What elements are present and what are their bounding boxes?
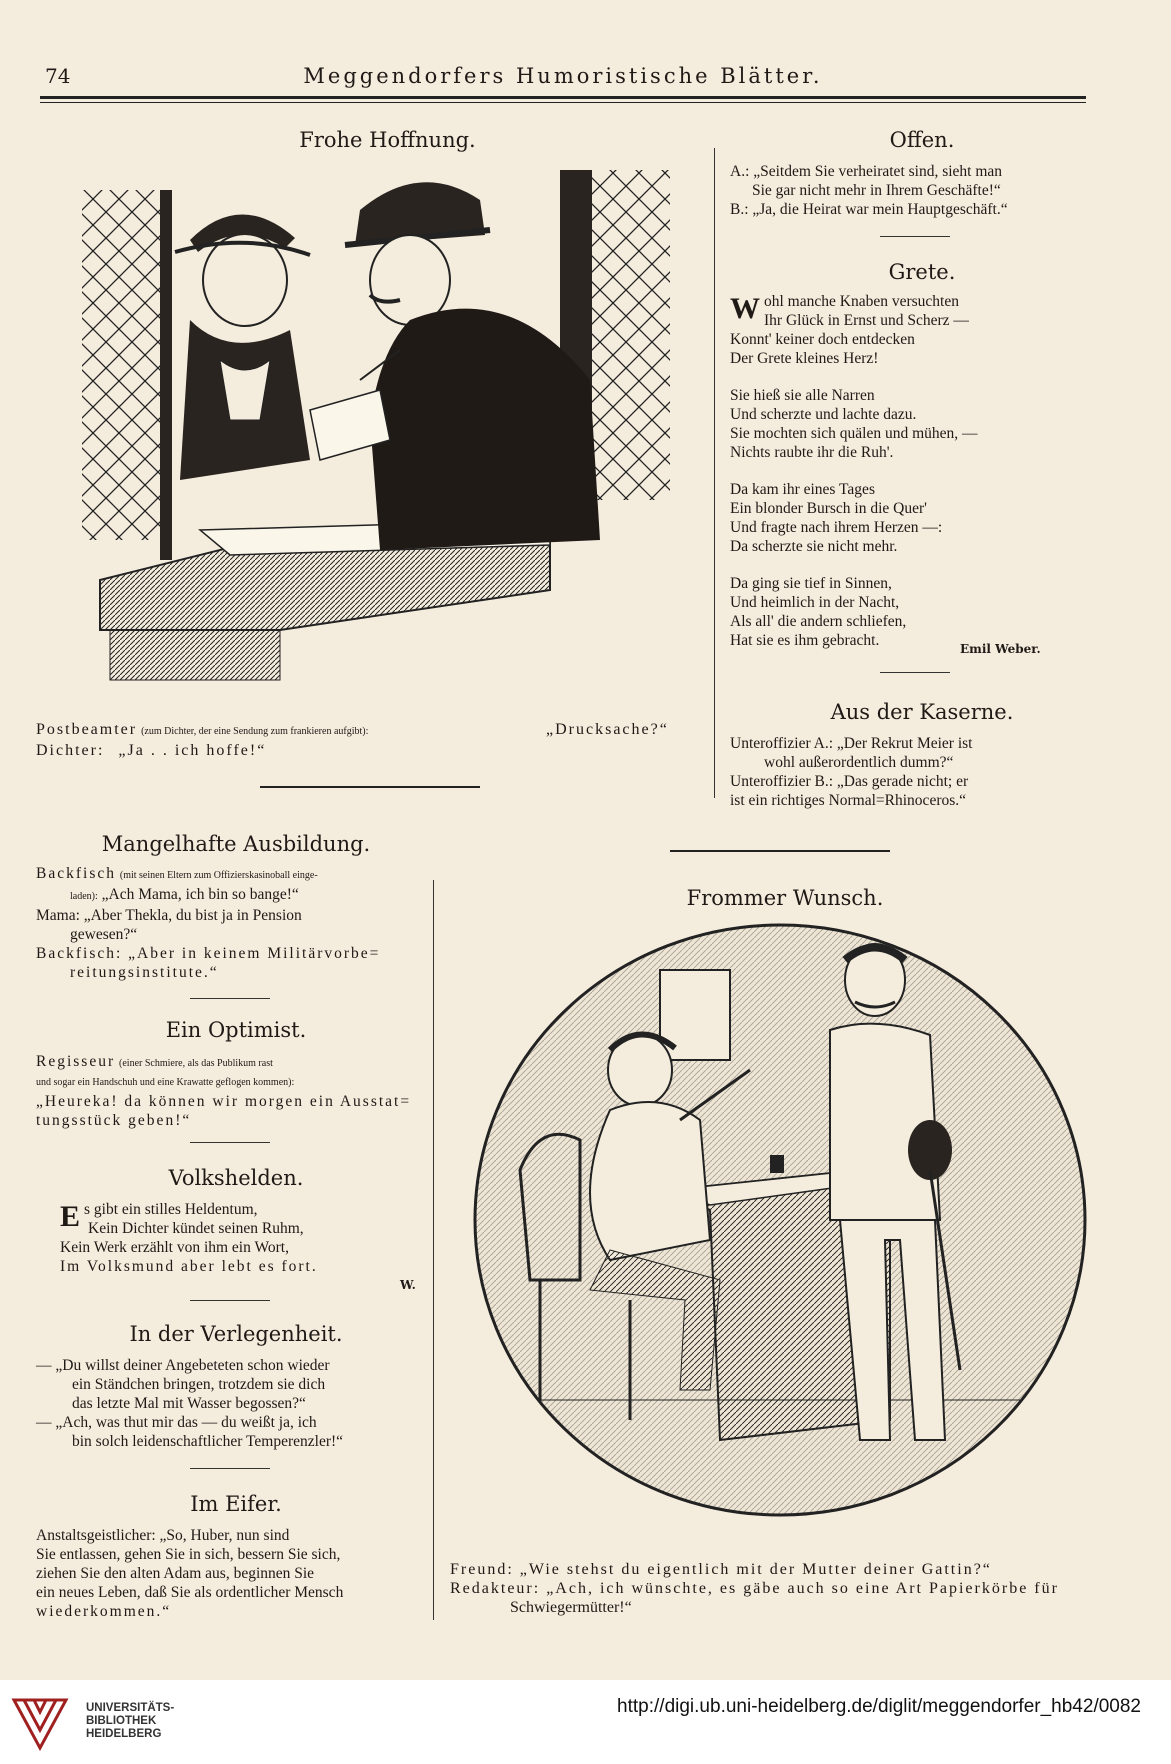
dialog-line: ziehen Sie den alten Adam aus, beginnen Sie xyxy=(36,1565,315,1582)
dialog-line: Anstaltsgeistlicher: „So, Huber, nun sind xyxy=(36,1527,290,1544)
dialog-line: Freund: „Wie stehst du eigentlich mit der Mutter deiner Gattin?“ xyxy=(450,1561,992,1578)
editor-office-illustration xyxy=(460,920,1110,1540)
poem-line: Sie mochten sich quälen und mühen, — xyxy=(730,425,978,442)
ornament-divider xyxy=(670,846,890,856)
stage-note: laden): xyxy=(70,891,98,902)
speaker: Backfisch xyxy=(36,865,116,882)
source-url-link[interactable]: http://digi.ub.uni-heidelberg.de/diglit/meggendorfer_hb42/0082 xyxy=(617,1696,1141,1717)
footer-bar xyxy=(0,1680,1171,1764)
poem-line: s gibt ein stilles Heldentum, xyxy=(84,1201,258,1218)
offen-text xyxy=(730,162,1090,219)
verlegenheit-text xyxy=(36,1356,431,1451)
dialog-line: Schwiegermütter!“ xyxy=(510,1599,632,1616)
dialog-line: ein Ständchen bringen, trotzdem sie dich xyxy=(72,1376,326,1393)
volkshelden-title: Volkshelden. xyxy=(168,1166,304,1190)
page-header xyxy=(40,64,1086,100)
dialog-line: das letzte Mal mit Wasser begossen?“ xyxy=(72,1395,306,1412)
poem-line: ohl manche Knaben versuchten xyxy=(764,293,959,310)
university-library-logo[interactable] xyxy=(8,1690,72,1754)
offen-line: Sie gar nicht mehr in Ihrem Geschäfte!“ xyxy=(752,182,1001,199)
library-name xyxy=(86,1702,174,1741)
grete-poem xyxy=(730,292,1090,650)
separator xyxy=(190,1142,270,1143)
library-name-line: UNIVERSITÄTS- xyxy=(86,1702,175,1714)
stage-note: und sogar ein Handschuh und eine Krawatte geflogen kommen): xyxy=(36,1077,295,1088)
dialog-line: Backfisch: „Aber in keinem Militärvorbe= xyxy=(36,945,381,962)
ornament-divider xyxy=(260,782,480,792)
offen-line: A.: „Seitdem Sie verheiratet sind, sieht man xyxy=(730,163,1003,180)
volkshelden-author: W. xyxy=(400,1278,416,1292)
separator xyxy=(880,672,950,673)
kaserne-line: Unteroffizier A.: „Der Rekrut Meier ist xyxy=(730,735,973,752)
separator xyxy=(880,236,950,237)
volkshelden-initial: E xyxy=(60,1200,81,1233)
poem-line: Kein Werk erzählt von ihm ein Wort, xyxy=(60,1239,289,1256)
eifer-title: Im Eifer. xyxy=(190,1492,282,1516)
grete-initial: W xyxy=(730,292,760,325)
frohe-hoffnung-caption xyxy=(36,720,736,760)
eifer-text xyxy=(36,1526,431,1621)
poem-line: Nichts raubte ihr die Ruh'. xyxy=(730,444,894,461)
caption-speaker-postbeamter: Postbeamter xyxy=(36,721,138,738)
dialog-line: Mama: „Aber Thekla, du bist ja in Pension xyxy=(36,907,302,924)
kaserne-line: wohl außerordentlich dumm?“ xyxy=(764,754,954,771)
grete-title: Grete. xyxy=(888,260,956,284)
poem-line: Da kam ihr eines Tages xyxy=(730,481,875,498)
poem-line: Ihr Glück in Ernst und Scherz — xyxy=(764,312,969,329)
kaserne-line: ist ein richtiges Normal=Rhinoceros.“ xyxy=(730,792,967,809)
stage-note: (mit seinen Eltern zum Offizierskasinoball einge- xyxy=(119,870,318,881)
poem-line: Konnt' keiner doch entdecken xyxy=(730,331,915,348)
speaker: Regisseur xyxy=(36,1053,116,1070)
poem-line: Und heimlich in der Nacht, xyxy=(730,594,900,611)
dialog-text: „Ach Mama, ich bin so bange!“ xyxy=(101,886,299,903)
dialog-line: bin solch leidenschaftlicher Temperenzler!“ xyxy=(72,1433,344,1450)
caption-line2-text: „Ja . . ich hoffe!“ xyxy=(118,742,267,759)
dialog-line: — „Du willst deiner Angebeteten schon wieder xyxy=(36,1357,330,1374)
journal-title: Meggendorfers Humoristische Blätter. xyxy=(303,64,823,88)
caption-stage-note: (zum Dichter, der eine Sendung zum frankieren aufgibt): xyxy=(141,726,369,737)
stage-note: (einer Schmiere, als das Publikum rast xyxy=(119,1058,273,1069)
optimist-text xyxy=(36,1052,426,1130)
verlegenheit-title: In der Verlegenheit. xyxy=(129,1322,343,1346)
header-rule-thin xyxy=(40,102,1086,103)
kaserne-line: Unteroffizier B.: „Das gerade nicht; er xyxy=(730,773,969,790)
poem-line: Der Grete kleines Herz! xyxy=(730,350,879,367)
poem-line: Sie hieß sie alle Narren xyxy=(730,387,875,404)
dialog-line: tungsstück geben!“ xyxy=(36,1112,192,1129)
poem-line: Ein blonder Bursch in die Quer' xyxy=(730,500,927,517)
library-name-line: HEIDELBERG xyxy=(86,1728,162,1740)
header-rule xyxy=(40,96,1086,99)
frommer-caption xyxy=(450,1560,1140,1617)
poem-line: Und scherzte und lachte dazu. xyxy=(730,406,917,423)
dialog-line: ein neues Leben, daß Sie als ordentlicher Mensch xyxy=(36,1584,344,1601)
poem-line: Hat sie es ihm gebracht. xyxy=(730,632,880,649)
poem-line: Im Volksmund aber lebt es fort. xyxy=(60,1258,318,1275)
offen-line: B.: „Ja, die Heirat war mein Hauptgeschäft.“ xyxy=(730,201,1008,218)
offen-title: Offen. xyxy=(889,128,955,152)
page-number: 74 xyxy=(45,64,71,88)
kaserne-title: Aus der Kaserne. xyxy=(830,700,1014,724)
separator xyxy=(190,1300,270,1301)
dialog-line: gewesen?“ xyxy=(70,926,138,943)
separator xyxy=(190,1468,270,1469)
caption-speaker-dichter: Dichter: xyxy=(36,742,105,759)
volkshelden-poem xyxy=(60,1200,410,1276)
post-office-illustration xyxy=(80,160,680,700)
poem-line: Da ging sie tief in Sinnen, xyxy=(730,575,892,592)
poem-line: Und fragte nach ihrem Herzen —: xyxy=(730,519,943,536)
library-name-line: BIBLIOTHEK xyxy=(86,1715,157,1727)
dialog-line: wiederkommen.“ xyxy=(36,1603,172,1620)
mangelhafte-text xyxy=(36,864,426,982)
poem-line: Kein Dichter kündet seinen Ruhm, xyxy=(88,1220,304,1237)
poem-line: Da scherzte sie nicht mehr. xyxy=(730,538,898,555)
caption-line1-text: „Drucksache?“ xyxy=(546,721,669,738)
dialog-line: Redakteur: „Ach, ich wünschte, es gäbe auch so eine Art Papierkörbe für xyxy=(450,1580,1059,1597)
separator xyxy=(190,998,270,999)
column-rule-right xyxy=(714,148,715,798)
dialog-line: „Heureka! da können wir morgen ein Ausstat= xyxy=(36,1093,412,1110)
kaserne-text xyxy=(730,734,1090,810)
poem-line: Als all' die andern schliefen, xyxy=(730,613,907,630)
dialog-line: — „Ach, was thut mir das — du weißt ja, ich xyxy=(36,1414,317,1431)
mangelhafte-title: Mangelhafte Ausbildung. xyxy=(101,832,371,856)
dialog-line: Sie entlassen, gehen Sie in sich, bessern Sie sich, xyxy=(36,1546,341,1563)
optimist-title: Ein Optimist. xyxy=(165,1018,307,1042)
grete-author: Emil Weber. xyxy=(960,642,1041,656)
frommer-title: Frommer Wunsch. xyxy=(686,886,884,910)
dialog-line: reitungsinstitute.“ xyxy=(70,964,219,981)
frohe-hoffnung-title: Frohe Hoffnung. xyxy=(299,128,476,152)
